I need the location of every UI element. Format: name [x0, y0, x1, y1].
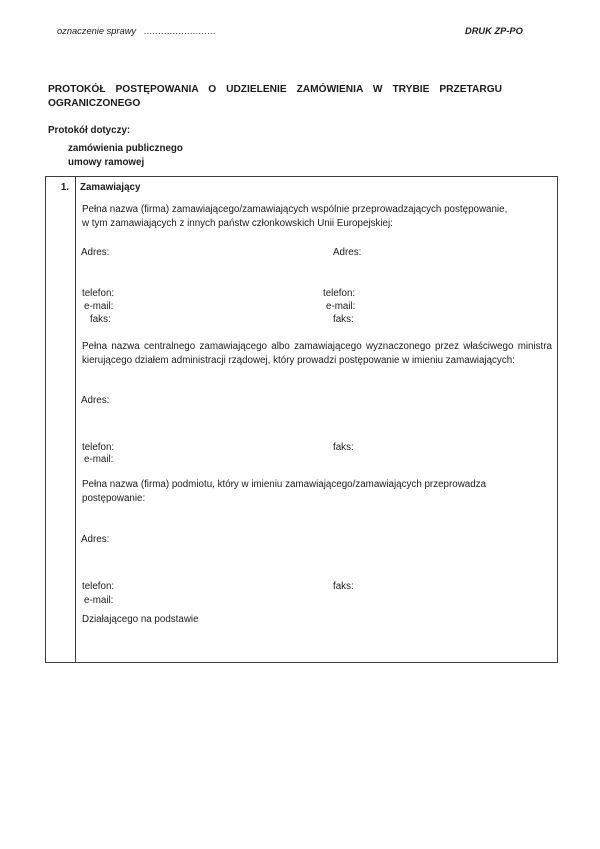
case-reference-fill-line: .........................: [144, 26, 217, 36]
concerns-label: Protokół dotyczy:: [48, 125, 131, 136]
central-buyer-paragraph-line2: kierującego działem administracji rządowej, który prowadzi postępowanie w imieniu zamawiających:: [82, 355, 515, 366]
column-divider-line: [75, 177, 76, 662]
address-label-right: Adres:: [333, 247, 362, 258]
fax-label-left: faks:: [90, 314, 111, 325]
phone-label-left: telefon:: [82, 288, 115, 299]
fax-label-right: faks:: [333, 314, 354, 325]
agent-paragraph-line2: postępowanie:: [82, 493, 146, 504]
fax-label-central: faks:: [333, 442, 354, 453]
central-buyer-paragraph-line1: Pełna nazwa centralnego zamawiającego albo zamawiającego wyznaczonego przez właściwego ministra: [82, 341, 552, 352]
phone-label-right: telefon:: [323, 288, 356, 299]
phone-label-agent: telefon:: [82, 581, 115, 592]
address-label-agent: Adres:: [81, 534, 110, 545]
email-label-central: e-mail:: [84, 454, 114, 465]
email-label-left: e-mail:: [84, 301, 114, 312]
page-title-line2: OGRANICZONEGO: [48, 98, 141, 109]
email-label-right: e-mail:: [326, 301, 356, 312]
form-code: DRUK ZP-PO: [465, 26, 523, 36]
case-reference-label: [57, 25, 216, 37]
concerns-option-public-contract: zamówienia publicznego: [68, 143, 183, 154]
section-1-heading: Zamawiający: [80, 182, 141, 193]
section-1-number: 1.: [60, 182, 69, 193]
email-label-agent: e-mail:: [84, 595, 114, 606]
concerns-option-framework-agreement: umowy ramowej: [68, 157, 145, 168]
joint-buyers-paragraph-line1: Pełna nazwa (firma) zamawiającego/zamawiających wspólnie przeprowadzających postępowanie,: [82, 204, 508, 215]
case-reference-text: oznaczenie sprawy: [57, 26, 137, 36]
address-label-central: Adres:: [81, 395, 110, 406]
address-label-left: Adres:: [81, 247, 110, 258]
agent-paragraph-line1: Pełna nazwa (firma) podmiotu, który w imieniu zamawiającego/zamawiających przeprowadza: [82, 479, 487, 490]
page-title-line1: PROTOKÓŁ POSTĘPOWANIA O UDZIELENIE ZAMÓWIENIA W TRYBIE PRZETARGU: [48, 84, 502, 95]
joint-buyers-paragraph-line2: w tym zamawiających z innych państw członkowskich Unii Europejskiej:: [82, 218, 393, 229]
fax-label-agent: faks:: [333, 581, 354, 592]
section-1-table: [45, 176, 558, 663]
phone-label-central: telefon:: [82, 442, 115, 453]
acting-basis-label: Działającego na podstawie: [82, 614, 199, 625]
